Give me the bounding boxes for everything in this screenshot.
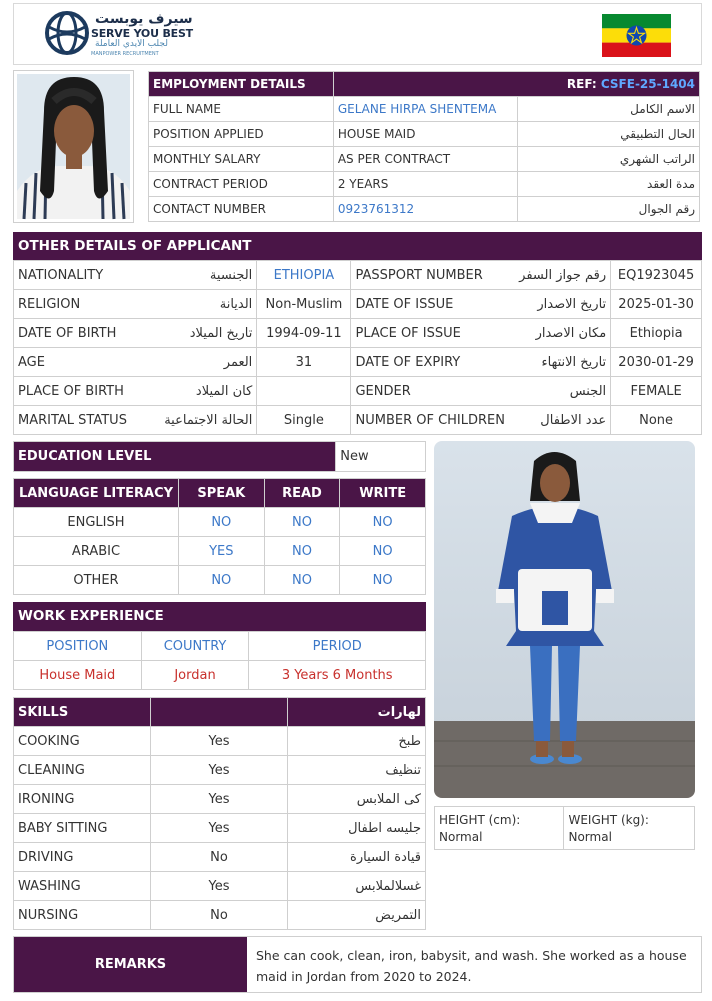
employment-value: HOUSE MAID xyxy=(333,122,517,147)
speak-header: SPEAK xyxy=(178,479,264,508)
height-cell xyxy=(435,807,564,850)
other-details-row xyxy=(14,348,702,377)
skill-value: Yes xyxy=(150,756,287,785)
detail-label: RELIGION xyxy=(14,290,161,319)
logo-english-name: SERVE YOU BEST xyxy=(91,27,193,40)
education-label: EDUCATION LEVEL xyxy=(14,442,336,472)
other-details-table xyxy=(13,260,702,435)
other-details-title: OTHER DETAILS OF APPLICANT xyxy=(13,232,702,260)
employment-row xyxy=(149,147,700,172)
employment-label-ar: الراتب الشهري xyxy=(517,147,699,172)
skill-name: IRONING xyxy=(14,785,151,814)
work-experience-table xyxy=(13,631,426,690)
remarks-section xyxy=(13,936,702,993)
nationality-value: ETHIOPIA xyxy=(257,261,351,290)
detail-label: AGE xyxy=(14,348,161,377)
skill-name-ar: قيادة السيارة xyxy=(288,843,426,872)
education-value: New xyxy=(336,442,426,472)
language-literacy-table xyxy=(13,478,426,595)
read-value: NO xyxy=(264,566,340,595)
employment-label: POSITION APPLIED xyxy=(149,122,334,147)
write-value: NO xyxy=(340,508,426,537)
employment-value: AS PER CONTRACT xyxy=(333,147,517,172)
employment-label: FULL NAME xyxy=(149,97,334,122)
detail-value: Ethiopia xyxy=(611,319,702,348)
ref-label: REF: xyxy=(566,77,597,91)
remarks-label: REMARKS xyxy=(14,937,247,992)
weight-value: Normal xyxy=(568,830,612,844)
employment-row xyxy=(149,172,700,197)
detail-label: PLACE OF ISSUE xyxy=(351,319,509,348)
detail-value xyxy=(257,377,351,406)
skill-row xyxy=(14,872,426,901)
detail-label-ar: رقم جواز السفر xyxy=(509,261,611,290)
write-value: NO xyxy=(340,537,426,566)
detail-label: DATE OF BIRTH xyxy=(14,319,161,348)
skill-name-ar: تنظيف xyxy=(288,756,426,785)
work-period: 3 Years 6 Months xyxy=(249,661,426,690)
work-country: Jordan xyxy=(141,661,249,690)
ref-value: CSFE-25-1404 xyxy=(600,77,695,91)
skill-name: BABY SITTING xyxy=(14,814,151,843)
skill-value: Yes xyxy=(150,872,287,901)
agency-logo xyxy=(45,11,195,61)
work-row xyxy=(14,661,426,690)
detail-label: PASSPORT NUMBER xyxy=(351,261,509,290)
detail-value: Non-Muslim xyxy=(257,290,351,319)
globe-logo-icon xyxy=(45,11,89,55)
height-value: Normal xyxy=(439,830,483,844)
skill-row xyxy=(14,727,426,756)
detail-label-ar: الحالة الاجتماعية xyxy=(160,406,257,435)
language-name: ARABIC xyxy=(14,537,179,566)
skill-value: Yes xyxy=(150,727,287,756)
employment-label-ar: مدة العقد xyxy=(517,172,699,197)
skills-title: SKILLS xyxy=(14,698,151,727)
detail-value: 31 xyxy=(257,348,351,377)
skills-table xyxy=(13,697,426,930)
skill-name-ar: طبخ xyxy=(288,727,426,756)
detail-label-ar: كان الميلاد xyxy=(160,377,257,406)
employment-label-ar: الاسم الكامل xyxy=(517,97,699,122)
skill-value: No xyxy=(150,843,287,872)
employment-header-row xyxy=(149,72,700,97)
detail-label: MARITAL STATUS xyxy=(14,406,161,435)
detail-label-ar: الجنس xyxy=(509,377,611,406)
detail-label: DATE OF ISSUE xyxy=(351,290,509,319)
applicant-full-body-photo xyxy=(434,441,695,798)
detail-label-ar: تاريخ الاصدار xyxy=(509,290,611,319)
employment-row xyxy=(149,122,700,147)
detail-label-ar: تاريخ الانتهاء xyxy=(509,348,611,377)
employment-value: GELANE HIRPA SHENTEMA xyxy=(333,97,517,122)
detail-value: FEMALE xyxy=(611,377,702,406)
detail-label: NATIONALITY xyxy=(14,261,161,290)
skills-header-row xyxy=(14,698,426,727)
employment-row xyxy=(149,197,700,222)
other-details-row xyxy=(14,261,702,290)
employment-label: MONTHLY SALARY xyxy=(149,147,334,172)
skill-name-ar: غسلالملابس xyxy=(288,872,426,901)
detail-label: GENDER xyxy=(351,377,509,406)
skill-row xyxy=(14,901,426,930)
skill-name: CLEANING xyxy=(14,756,151,785)
write-header: WRITE xyxy=(340,479,426,508)
skill-name-ar: التمريض xyxy=(288,901,426,930)
work-experience-title: WORK EXPERIENCE xyxy=(13,602,426,631)
other-details-row xyxy=(14,406,702,435)
language-row xyxy=(14,537,426,566)
detail-label-ar: الديانة xyxy=(160,290,257,319)
detail-label-ar: العمر xyxy=(160,348,257,377)
work-position: House Maid xyxy=(14,661,142,690)
speak-value: YES xyxy=(178,537,264,566)
skill-value: Yes xyxy=(150,814,287,843)
speak-value: NO xyxy=(178,508,264,537)
detail-label-ar: مكان الاصدار xyxy=(509,319,611,348)
cv-header xyxy=(13,3,702,65)
detail-label-ar: الجنسية xyxy=(160,261,257,290)
speak-value: NO xyxy=(178,566,264,595)
read-value: NO xyxy=(264,508,340,537)
detail-value: 2025-01-30 xyxy=(611,290,702,319)
detail-value: None xyxy=(611,406,702,435)
employment-row xyxy=(149,97,700,122)
language-name: ENGLISH xyxy=(14,508,179,537)
period-header: PERIOD xyxy=(249,632,426,661)
work-header-row xyxy=(14,632,426,661)
ref-cell xyxy=(333,72,699,97)
skill-name: NURSING xyxy=(14,901,151,930)
skill-value: No xyxy=(150,901,287,930)
skill-name: COOKING xyxy=(14,727,151,756)
detail-value: Single xyxy=(257,406,351,435)
logo-tagline: MANPOWER RECRUITMENT xyxy=(91,51,159,57)
employment-label: CONTACT NUMBER xyxy=(149,197,334,222)
skill-name-ar: جليسه اطفال xyxy=(288,814,426,843)
skill-name-ar: كى الملابس xyxy=(288,785,426,814)
logo-arabic-subtitle: لجلب الايدي العاملة xyxy=(95,39,168,49)
skills-header-blank xyxy=(150,698,287,727)
detail-label: PLACE OF BIRTH xyxy=(14,377,161,406)
other-details-row xyxy=(14,319,702,348)
skill-row xyxy=(14,843,426,872)
detail-label: NUMBER OF CHILDREN xyxy=(351,406,509,435)
other-details-row xyxy=(14,290,702,319)
skill-value: Yes xyxy=(150,785,287,814)
employment-details-table xyxy=(148,71,700,222)
weight-cell xyxy=(564,807,695,850)
portrait-image xyxy=(14,71,133,222)
skill-row xyxy=(14,814,426,843)
position-header: POSITION xyxy=(14,632,142,661)
employment-value: 2 YEARS xyxy=(333,172,517,197)
language-header: LANGUAGE LITERACY xyxy=(14,479,179,508)
skill-row xyxy=(14,756,426,785)
skill-name: WASHING xyxy=(14,872,151,901)
detail-value: EQ1923045 xyxy=(611,261,702,290)
employment-title: EMPLOYMENT DETAILS xyxy=(149,72,334,97)
country-header: COUNTRY xyxy=(141,632,249,661)
detail-label-ar: عدد الاطفال xyxy=(509,406,611,435)
language-row xyxy=(14,508,426,537)
contact-number-value: 0923761312 xyxy=(333,197,517,222)
height-label: HEIGHT (cm): xyxy=(439,813,521,827)
read-header: READ xyxy=(264,479,340,508)
detail-label: DATE OF EXPIRY xyxy=(351,348,509,377)
height-weight-table xyxy=(434,806,695,850)
skill-name: DRIVING xyxy=(14,843,151,872)
language-row xyxy=(14,566,426,595)
language-header-row xyxy=(14,479,426,508)
detail-value: 2030-01-29 xyxy=(611,348,702,377)
skill-row xyxy=(14,785,426,814)
logo-arabic-name: سيرف يوبست xyxy=(95,11,193,27)
full-body-image xyxy=(434,441,695,798)
employment-label-ar: رقم الجوال xyxy=(517,197,699,222)
applicant-portrait-photo xyxy=(13,70,134,223)
other-details-row xyxy=(14,377,702,406)
read-value: NO xyxy=(264,537,340,566)
remarks-text: She can cook, clean, iron, babysit, and wash. She worked as a house maid in Jordan from 2020 to 2024. xyxy=(256,948,687,984)
language-name: OTHER xyxy=(14,566,179,595)
education-level-row xyxy=(13,441,426,472)
detail-label-ar: تاريخ الميلاد xyxy=(160,319,257,348)
skills-title-ar: لهارات xyxy=(288,698,426,727)
write-value: NO xyxy=(340,566,426,595)
employment-label: CONTRACT PERIOD xyxy=(149,172,334,197)
ethiopia-flag-icon xyxy=(602,14,671,57)
weight-label: WEIGHT (kg): xyxy=(568,813,649,827)
detail-value: 1994-09-11 xyxy=(257,319,351,348)
employment-label-ar: الحال التطبيقي xyxy=(517,122,699,147)
